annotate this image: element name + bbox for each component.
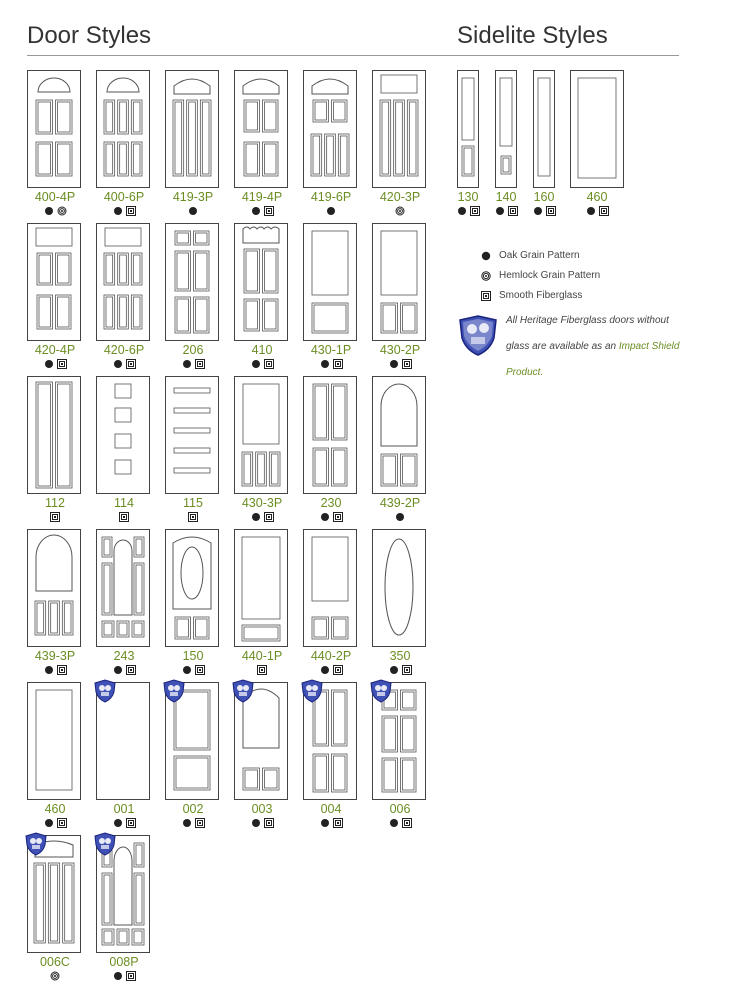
door-finish-marks xyxy=(224,818,300,828)
square-dot-icon xyxy=(195,665,205,675)
door-code: 006 xyxy=(389,802,411,816)
filled-circle-icon xyxy=(389,665,399,675)
sidelite-finish-marks xyxy=(448,206,488,216)
filled-circle-icon xyxy=(586,206,596,216)
impact-shield-link[interactable]: Impact Shield Product. xyxy=(506,341,680,378)
filled-circle-icon xyxy=(326,206,336,216)
door-finish-marks xyxy=(86,818,162,828)
door-code: 006C xyxy=(40,955,70,969)
door-finish-marks xyxy=(224,665,300,675)
door-finish-marks xyxy=(293,359,369,369)
door-illustration xyxy=(165,223,219,341)
filled-circle-icon xyxy=(533,206,543,216)
door-tile[interactable] xyxy=(372,682,428,832)
door-finish-marks xyxy=(224,359,300,369)
door-tile[interactable] xyxy=(303,529,359,679)
door-finish-marks xyxy=(86,512,162,522)
door-code: 004 xyxy=(320,802,342,816)
sidelite-finish-marks xyxy=(577,206,617,216)
square-dot-icon xyxy=(126,665,136,675)
sidelite-styles-heading: Sidelite Styles xyxy=(457,22,608,49)
door-finish-marks xyxy=(155,359,231,369)
square-dot-icon xyxy=(257,665,267,675)
door-finish-marks xyxy=(293,818,369,828)
door-illustration xyxy=(27,223,81,341)
square-dot-icon xyxy=(599,206,609,216)
door-code: 400-6P xyxy=(103,190,145,204)
door-finish-marks xyxy=(362,359,438,369)
sidelite-illustration xyxy=(495,70,517,188)
door-illustration xyxy=(165,376,219,494)
sidelite-tile[interactable] xyxy=(457,70,479,220)
door-illustration xyxy=(27,682,81,800)
door-tile[interactable] xyxy=(303,70,359,220)
door-finish-marks xyxy=(362,665,438,675)
door-illustration xyxy=(234,376,288,494)
impact-note xyxy=(506,308,686,386)
filled-circle-icon xyxy=(457,206,467,216)
door-finish-marks xyxy=(293,665,369,675)
door-code: 440-1P xyxy=(241,649,283,663)
filled-circle-icon xyxy=(182,818,192,828)
door-tile[interactable] xyxy=(165,682,221,832)
filled-circle-icon xyxy=(481,251,491,261)
square-dot-icon xyxy=(264,818,274,828)
filled-circle-icon xyxy=(113,971,123,981)
door-code: 419-3P xyxy=(172,190,214,204)
door-illustration xyxy=(303,529,357,647)
door-illustration xyxy=(303,376,357,494)
door-illustration xyxy=(303,70,357,188)
square-dot-icon xyxy=(470,206,480,216)
filled-circle-icon xyxy=(182,665,192,675)
door-finish-marks xyxy=(86,359,162,369)
square-dot-icon xyxy=(50,512,60,522)
door-tile[interactable] xyxy=(96,529,152,679)
door-tile[interactable] xyxy=(372,223,428,373)
door-code: 350 xyxy=(389,649,411,663)
door-tile[interactable] xyxy=(303,376,359,526)
door-finish-marks xyxy=(17,206,93,216)
door-code: 008P xyxy=(109,955,139,969)
door-code: 419-4P xyxy=(241,190,283,204)
door-finish-marks xyxy=(362,818,438,828)
square-dot-icon xyxy=(546,206,556,216)
door-tile[interactable] xyxy=(27,529,83,679)
square-dot-icon xyxy=(402,818,412,828)
legend-smooth-label: Smooth Fiberglass xyxy=(499,290,583,301)
square-dot-icon xyxy=(126,818,136,828)
square-dot-icon xyxy=(119,512,129,522)
legend-hemlock-label: Hemlock Grain Pattern xyxy=(499,270,601,281)
concentric-circle-icon xyxy=(57,206,67,216)
door-tile[interactable] xyxy=(96,376,152,526)
door-illustration xyxy=(234,70,288,188)
door-finish-marks xyxy=(86,206,162,216)
door-code: 430-1P xyxy=(310,343,352,357)
filled-circle-icon xyxy=(113,359,123,369)
door-code: 460 xyxy=(44,802,66,816)
impact-shield-icon xyxy=(231,679,255,703)
door-tile[interactable] xyxy=(27,835,83,985)
door-tile[interactable] xyxy=(27,682,83,832)
door-tile[interactable] xyxy=(96,223,152,373)
impact-shield-icon xyxy=(369,679,393,703)
door-code: 439-3P xyxy=(34,649,76,663)
concentric-circle-icon xyxy=(481,271,491,281)
filled-circle-icon xyxy=(44,359,54,369)
sidelite-code: 160 xyxy=(533,190,555,204)
door-finish-marks xyxy=(155,665,231,675)
door-finish-marks xyxy=(17,818,93,828)
door-finish-marks xyxy=(362,206,438,216)
filled-circle-icon xyxy=(395,512,405,522)
door-finish-marks xyxy=(17,971,93,981)
sidelite-tile[interactable] xyxy=(495,70,517,220)
legend-smooth xyxy=(481,290,582,301)
door-code: 420-4P xyxy=(34,343,76,357)
impact-note-text: All Heritage Fiberglass doors without glass are available as an xyxy=(506,315,669,352)
impact-shield-icon xyxy=(457,314,499,361)
square-dot-icon xyxy=(126,971,136,981)
door-illustration xyxy=(96,529,150,647)
filled-circle-icon xyxy=(320,818,330,828)
sidelite-tile[interactable] xyxy=(570,70,624,220)
door-tile[interactable] xyxy=(234,529,290,679)
door-code: 243 xyxy=(113,649,135,663)
filled-circle-icon xyxy=(251,206,261,216)
door-styles-heading: Door Styles xyxy=(27,22,152,49)
square-dot-icon xyxy=(195,818,205,828)
impact-shield-icon xyxy=(24,832,48,856)
door-code: 410 xyxy=(251,343,273,357)
door-illustration xyxy=(303,223,357,341)
door-illustration xyxy=(27,70,81,188)
filled-circle-icon xyxy=(44,665,54,675)
door-tile[interactable] xyxy=(165,70,221,220)
square-dot-icon xyxy=(333,665,343,675)
sidelite-finish-marks xyxy=(486,206,526,216)
door-tile[interactable] xyxy=(96,835,152,985)
filled-circle-icon xyxy=(320,512,330,522)
filled-circle-icon xyxy=(251,512,261,522)
door-tile[interactable] xyxy=(27,223,83,373)
door-finish-marks xyxy=(224,512,300,522)
square-dot-icon xyxy=(333,818,343,828)
door-code: 002 xyxy=(182,802,204,816)
square-dot-icon xyxy=(57,665,67,675)
square-dot-icon xyxy=(333,359,343,369)
door-tile[interactable] xyxy=(372,70,428,220)
door-tile[interactable] xyxy=(165,376,221,526)
legend-oak xyxy=(481,250,580,261)
filled-circle-icon xyxy=(251,818,261,828)
door-tile[interactable] xyxy=(165,223,221,373)
door-illustration xyxy=(27,529,81,647)
square-dot-icon xyxy=(188,512,198,522)
door-code: 420-3P xyxy=(379,190,421,204)
filled-circle-icon xyxy=(113,665,123,675)
door-illustration xyxy=(372,223,426,341)
door-code: 001 xyxy=(113,802,135,816)
door-code: 114 xyxy=(114,496,134,510)
door-illustration xyxy=(234,223,288,341)
filled-circle-icon xyxy=(389,818,399,828)
square-dot-icon xyxy=(333,512,343,522)
square-dot-icon xyxy=(264,512,274,522)
door-code: 420-6P xyxy=(103,343,145,357)
door-illustration xyxy=(165,529,219,647)
filled-circle-icon xyxy=(44,206,54,216)
door-finish-marks xyxy=(155,818,231,828)
door-illustration xyxy=(27,376,81,494)
sidelite-code: 130 xyxy=(457,190,479,204)
filled-circle-icon xyxy=(188,206,198,216)
door-code: 112 xyxy=(45,496,65,510)
filled-circle-icon xyxy=(113,818,123,828)
door-finish-marks xyxy=(17,359,93,369)
door-finish-marks xyxy=(293,512,369,522)
sidelite-code: 460 xyxy=(586,190,608,204)
filled-circle-icon xyxy=(251,359,261,369)
square-dot-icon xyxy=(264,206,274,216)
door-tile[interactable] xyxy=(372,376,428,526)
door-tile[interactable] xyxy=(96,70,152,220)
door-finish-marks xyxy=(17,665,93,675)
door-tile[interactable] xyxy=(372,529,428,679)
door-tile[interactable] xyxy=(303,682,359,832)
door-code: 430-3P xyxy=(241,496,283,510)
impact-shield-icon xyxy=(300,679,324,703)
door-code: 439-2P xyxy=(379,496,421,510)
filled-circle-icon xyxy=(113,206,123,216)
square-dot-icon xyxy=(195,359,205,369)
door-illustration xyxy=(372,376,426,494)
door-finish-marks xyxy=(86,665,162,675)
impact-shield-icon xyxy=(93,679,117,703)
door-code: 419-6P xyxy=(310,190,352,204)
door-tile[interactable] xyxy=(234,223,290,373)
impact-shield-icon xyxy=(93,832,117,856)
sidelite-finish-marks xyxy=(524,206,564,216)
legend-oak-label: Oak Grain Pattern xyxy=(499,250,580,261)
filled-circle-icon xyxy=(495,206,505,216)
sidelite-illustration xyxy=(570,70,624,188)
door-tile[interactable] xyxy=(96,682,152,832)
square-dot-icon xyxy=(402,665,412,675)
sidelite-illustration xyxy=(533,70,555,188)
concentric-circle-icon xyxy=(50,971,60,981)
door-finish-marks xyxy=(155,206,231,216)
square-dot-icon xyxy=(126,206,136,216)
door-illustration xyxy=(234,529,288,647)
square-dot-icon xyxy=(126,359,136,369)
filled-circle-icon xyxy=(320,665,330,675)
sidelite-tile[interactable] xyxy=(533,70,555,220)
door-finish-marks xyxy=(293,206,369,216)
door-illustration xyxy=(165,70,219,188)
filled-circle-icon xyxy=(320,359,330,369)
door-code: 440-2P xyxy=(310,649,352,663)
door-code: 115 xyxy=(183,496,203,510)
impact-shield-icon xyxy=(162,679,186,703)
door-finish-marks xyxy=(86,971,162,981)
door-code: 003 xyxy=(251,802,273,816)
sidelite-illustration xyxy=(457,70,479,188)
door-illustration xyxy=(96,70,150,188)
square-dot-icon xyxy=(508,206,518,216)
square-dot-icon xyxy=(264,359,274,369)
square-dot-icon xyxy=(481,291,491,301)
door-code: 230 xyxy=(320,496,342,510)
door-tile[interactable] xyxy=(234,682,290,832)
door-finish-marks xyxy=(362,512,438,522)
filled-circle-icon xyxy=(182,359,192,369)
door-illustration xyxy=(372,529,426,647)
legend-hemlock xyxy=(481,270,600,281)
door-code: 400-4P xyxy=(34,190,76,204)
concentric-circle-icon xyxy=(395,206,405,216)
door-tile[interactable] xyxy=(27,70,83,220)
door-finish-marks xyxy=(17,512,93,522)
door-tile[interactable] xyxy=(27,376,83,526)
filled-circle-icon xyxy=(389,359,399,369)
sidelite-code: 140 xyxy=(495,190,517,204)
square-dot-icon xyxy=(57,359,67,369)
square-dot-icon xyxy=(57,818,67,828)
door-tile[interactable] xyxy=(234,376,290,526)
door-code: 150 xyxy=(182,649,204,663)
door-illustration xyxy=(96,376,150,494)
door-illustration xyxy=(96,223,150,341)
filled-circle-icon xyxy=(44,818,54,828)
heading-divider xyxy=(27,55,679,56)
door-tile[interactable] xyxy=(165,529,221,679)
door-finish-marks xyxy=(224,206,300,216)
door-illustration xyxy=(372,70,426,188)
square-dot-icon xyxy=(402,359,412,369)
door-tile[interactable] xyxy=(234,70,290,220)
door-code: 430-2P xyxy=(379,343,421,357)
door-finish-marks xyxy=(155,512,231,522)
door-tile[interactable] xyxy=(303,223,359,373)
door-code: 206 xyxy=(182,343,204,357)
